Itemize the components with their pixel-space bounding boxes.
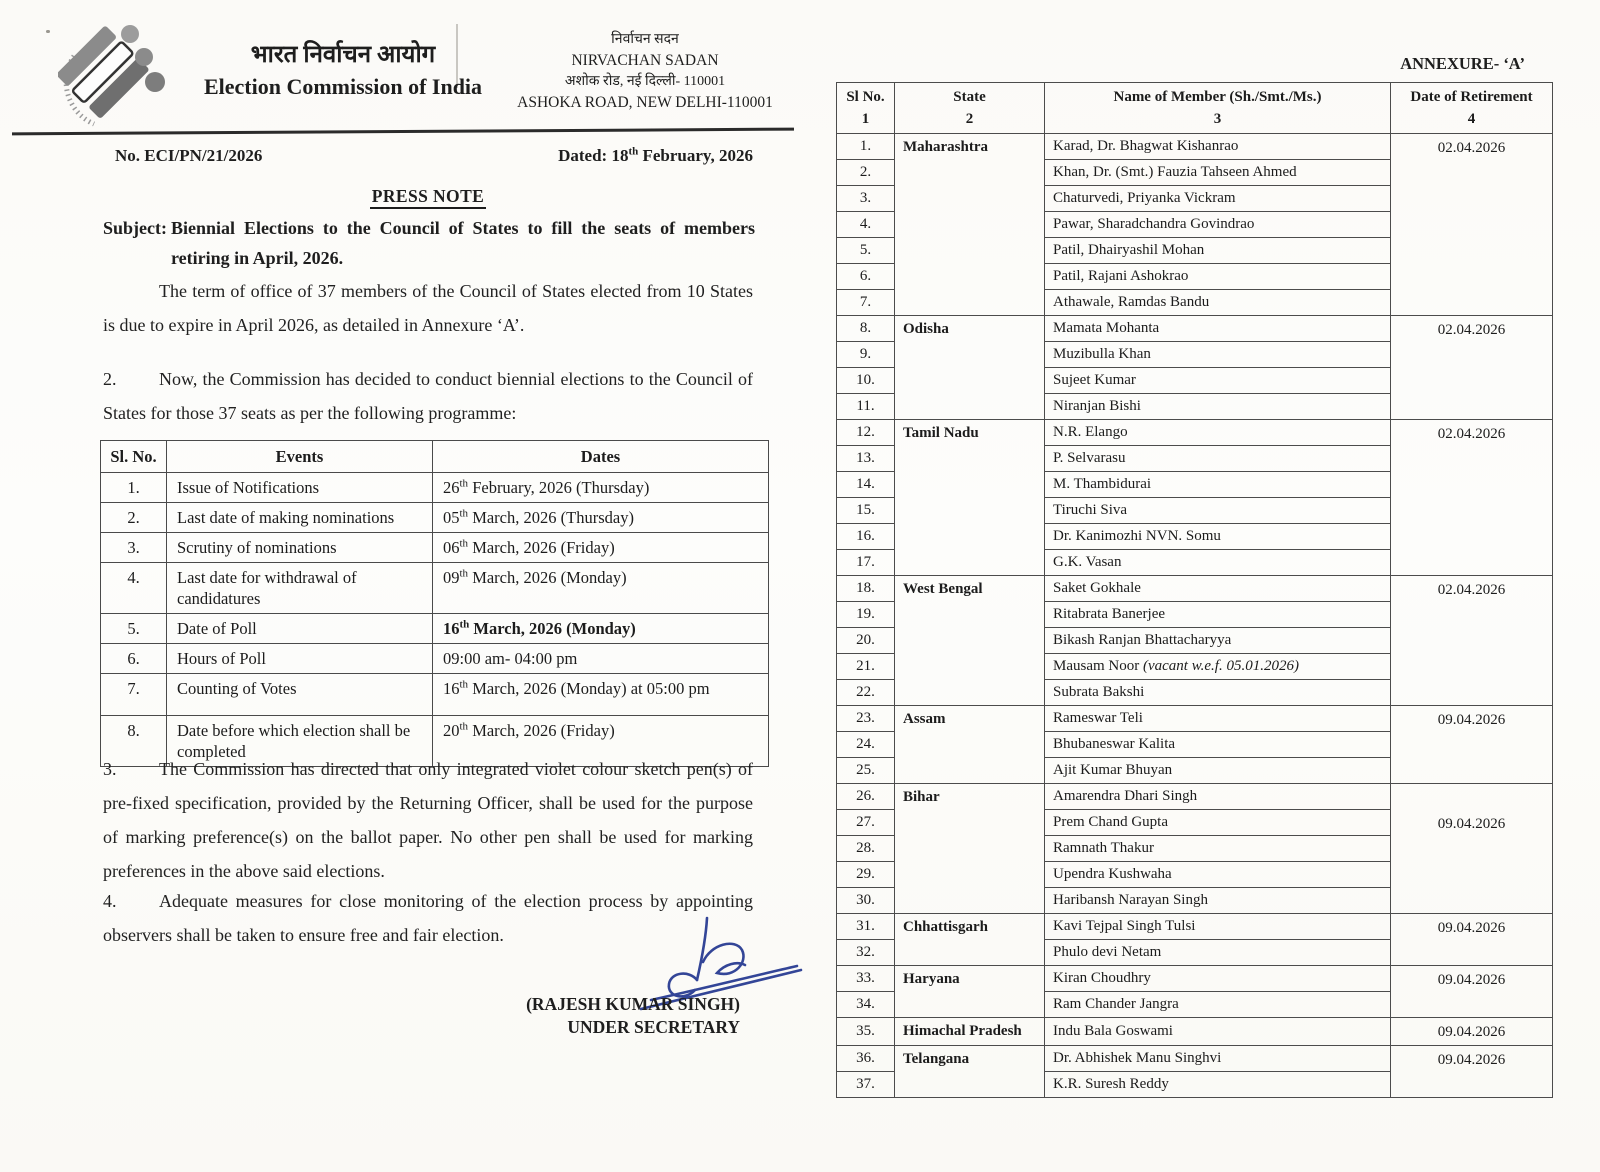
member-row: [837, 1018, 1553, 1046]
retirement-date-cell: 09.04.2026: [1391, 1046, 1553, 1098]
paragraph-2-text: Now, the Commission has decided to conduct biennial elections to the Council of States for those 37 seats as per the following programme:: [103, 369, 753, 423]
retirement-date-cell: 02.04.2026: [1391, 420, 1553, 576]
sl-cell: 4.: [101, 563, 167, 614]
sl-cell: 32.: [837, 940, 895, 966]
member-name-cell: Rameswar Teli: [1045, 706, 1391, 732]
programme-header-sl: Sl. No.: [101, 441, 167, 473]
sl-cell: 14.: [837, 472, 895, 498]
signoff-block: [440, 993, 740, 1039]
sl-cell: 16.: [837, 524, 895, 550]
member-name-cell: Pawar, Sharadchandra Govindrao: [1045, 212, 1391, 238]
sl-cell: 5.: [101, 614, 167, 644]
sl-cell: 31.: [837, 914, 895, 940]
member-name-cell: Mamata Mohanta: [1045, 316, 1391, 342]
paragraph-3-number: 3.: [103, 759, 117, 779]
member-row: [837, 784, 1553, 810]
member-name-cell: Ramnath Thakur: [1045, 836, 1391, 862]
sl-cell: 33.: [837, 966, 895, 992]
programme-header-dates: Dates: [433, 441, 769, 473]
retirement-date-cell: 09.04.2026: [1391, 966, 1553, 1018]
state-cell: Maharashtra: [895, 134, 1045, 316]
annexure-header-date: Date of Retirement 4: [1391, 83, 1553, 134]
date-cell: 26th February, 2026 (Thursday): [433, 473, 769, 503]
sl-cell: 11.: [837, 394, 895, 420]
member-name-cell: Athawale, Ramdas Bandu: [1045, 290, 1391, 316]
event-cell: Scrutiny of nominations: [167, 533, 433, 563]
sl-cell: 26.: [837, 784, 895, 810]
programme-table: [100, 440, 769, 767]
signatory-title: UNDER SECRETARY: [567, 1017, 740, 1037]
sl-cell: 5.: [837, 238, 895, 264]
sl-cell: 28.: [837, 836, 895, 862]
sl-cell: 37.: [837, 1072, 895, 1098]
programme-row: [101, 674, 769, 716]
sl-cell: 29.: [837, 862, 895, 888]
member-row: [837, 420, 1553, 446]
member-name-cell: K.R. Suresh Reddy: [1045, 1072, 1391, 1098]
member-name-cell: Amarendra Dhari Singh: [1045, 784, 1391, 810]
paragraph-3: [103, 752, 753, 888]
date-cell: 06th March, 2026 (Friday): [433, 533, 769, 563]
retirement-date-cell: 02.04.2026: [1391, 134, 1553, 316]
reference-row: [103, 146, 753, 166]
sl-cell: 2.: [837, 160, 895, 186]
sl-cell: 13.: [837, 446, 895, 472]
annexure-header-name: Name of Member (Sh./Smt./Ms.) 3: [1045, 83, 1391, 134]
state-cell: Telangana: [895, 1046, 1045, 1098]
annexure-header-state: State 2: [895, 83, 1045, 134]
sl-cell: 15.: [837, 498, 895, 524]
press-note-title-row: [103, 186, 753, 207]
sl-cell: 7.: [101, 674, 167, 716]
event-cell: Issue of Notifications: [167, 473, 433, 503]
sl-cell: 4.: [837, 212, 895, 238]
subject-paragraph: [103, 213, 755, 273]
member-name-cell: Indu Bala Goswami: [1045, 1018, 1391, 1046]
retirement-date-cell: 02.04.2026: [1391, 576, 1553, 706]
sl-cell: 6.: [837, 264, 895, 290]
member-row: [837, 706, 1553, 732]
member-name-cell: Ajit Kumar Bhuyan: [1045, 758, 1391, 784]
sl-cell: 30.: [837, 888, 895, 914]
eci-logo-icon: [58, 18, 168, 136]
retirement-date-cell: 02.04.2026: [1391, 316, 1553, 420]
member-row: [837, 966, 1553, 992]
vacancy-note: (vacant w.e.f. 05.01.2026): [1139, 658, 1299, 674]
state-cell: West Bengal: [895, 576, 1045, 706]
member-name-cell: Ritabrata Banerjee: [1045, 602, 1391, 628]
paragraph-2-number: 2.: [103, 369, 117, 389]
member-name-cell: N.R. Elango: [1045, 420, 1391, 446]
programme-row: [101, 533, 769, 563]
programme-row: [101, 473, 769, 503]
sl-cell: 34.: [837, 992, 895, 1018]
state-cell: Haryana: [895, 966, 1045, 1018]
organization-block: [178, 40, 508, 102]
state-cell: Tamil Nadu: [895, 420, 1045, 576]
sl-cell: 3.: [837, 186, 895, 212]
paragraph-1: The term of office of 37 members of the Council of States elected from 10 States is due to expire in April 2026, as detailed in Annexure ‘A’.: [103, 281, 753, 335]
date-cell: 09th March, 2026 (Monday): [433, 563, 769, 614]
member-name-cell: Dr. Kanimozhi NVN. Somu: [1045, 524, 1391, 550]
paragraph-4-number: 4.: [103, 891, 117, 911]
member-name-cell: Mausam Noor (vacant w.e.f. 05.01.2026): [1045, 654, 1391, 680]
event-cell: Last date for withdrawal of candidatures: [167, 563, 433, 614]
member-row: [837, 576, 1553, 602]
press-note-title: PRESS NOTE: [370, 186, 486, 209]
sl-cell: 24.: [837, 732, 895, 758]
org-name-hindi: भारत निर्वाचन आयोग: [250, 42, 436, 68]
paragraph-3-text: The Commission has directed that only integrated violet colour sketch pen(s) of pre-fixed specification, provided by the Returning Officer, shall be used for the purpose of marking preference(s) on the ballot paper. No other pen shall be used for marking preferences in the above said elections.: [103, 759, 753, 881]
date-cell: 16th March, 2026 (Monday): [433, 614, 769, 644]
date-cell: 20th March, 2026 (Friday): [433, 716, 769, 767]
eci-logo: [58, 18, 168, 136]
member-name-cell: Tiruchi Siva: [1045, 498, 1391, 524]
sl-cell: 1.: [101, 473, 167, 503]
programme-row: [101, 614, 769, 644]
date-cell: 09:00 am- 04:00 pm: [433, 644, 769, 674]
dated-line: Dated: 18th February, 2026: [558, 145, 753, 165]
sl-cell: 12.: [837, 420, 895, 446]
retirement-date-cell: 09.04.2026: [1391, 914, 1553, 966]
retirement-date-cell: 09.04.2026: [1391, 706, 1553, 784]
member-name-cell: Upendra Kushwaha: [1045, 862, 1391, 888]
sl-cell: 3.: [101, 533, 167, 563]
address-english-line2: ASHOKA ROAD, NEW DELHI-110001: [517, 94, 773, 111]
member-name-cell: Kiran Choudhry: [1045, 966, 1391, 992]
sl-cell: 23.: [837, 706, 895, 732]
event-cell: Hours of Poll: [167, 644, 433, 674]
event-cell: Date before which election shall be completed: [167, 716, 433, 767]
state-cell: Assam: [895, 706, 1045, 784]
sl-cell: 2.: [101, 503, 167, 533]
member-row: [837, 316, 1553, 342]
member-name-cell: Muzibulla Khan: [1045, 342, 1391, 368]
member-name-cell: Haribansh Narayan Singh: [1045, 888, 1391, 914]
date-cell: 16th March, 2026 (Monday) at 05:00 pm: [433, 674, 769, 716]
member-name-cell: Prem Chand Gupta: [1045, 810, 1391, 836]
retirement-date-cell: 09.04.2026: [1391, 1018, 1553, 1046]
sl-cell: 36.: [837, 1046, 895, 1072]
state-cell: Odisha: [895, 316, 1045, 420]
member-name-cell: Dr. Abhishek Manu Singhvi: [1045, 1046, 1391, 1072]
paragraph-2: [103, 362, 753, 430]
retirement-date-cell: 09.04.2026: [1391, 784, 1553, 914]
member-name-cell: Patil, Rajani Ashokrao: [1045, 264, 1391, 290]
member-name-cell: Sujeet Kumar: [1045, 368, 1391, 394]
sl-cell: 7.: [837, 290, 895, 316]
address-hindi-line1: निर्वाचन सदन: [611, 32, 679, 47]
annexure-header-sl: Sl No. 1: [837, 83, 895, 134]
member-name-cell: M. Thambidurai: [1045, 472, 1391, 498]
sl-cell: 8.: [101, 716, 167, 767]
programme-row: [101, 644, 769, 674]
address-english-line1: NIRVACHAN SADAN: [571, 52, 719, 69]
paragraph-4-text: Adequate measures for close monitoring of the election process by appointing observers shall be taken to ensure free and fair election.: [103, 891, 753, 945]
annexure-table: [836, 82, 1553, 1098]
member-name-cell: Saket Gokhale: [1045, 576, 1391, 602]
member-name-cell: Kavi Tejpal Singh Tulsi: [1045, 914, 1391, 940]
programme-header-row: [101, 441, 769, 473]
member-name-cell: G.K. Vasan: [1045, 550, 1391, 576]
event-cell: Counting of Votes: [167, 674, 433, 716]
sl-cell: 17.: [837, 550, 895, 576]
state-cell: Himachal Pradesh: [895, 1018, 1045, 1046]
member-row: [837, 1046, 1553, 1072]
state-cell: Bihar: [895, 784, 1045, 914]
sl-cell: 9.: [837, 342, 895, 368]
event-cell: Date of Poll: [167, 614, 433, 644]
member-name-cell: Bikash Ranjan Bhattacharyya: [1045, 628, 1391, 654]
event-cell: Last date of making nominations: [167, 503, 433, 533]
address-hindi-line2: अशोक रोड, नई दिल्ली- 110001: [564, 74, 726, 89]
sl-cell: 10.: [837, 368, 895, 394]
member-name-cell: Patil, Dhairyashil Mohan: [1045, 238, 1391, 264]
member-name-cell: Niranjan Bishi: [1045, 394, 1391, 420]
sl-cell: 18.: [837, 576, 895, 602]
programme-row: [101, 503, 769, 533]
reference-number: No. ECI/PN/21/2026: [115, 146, 263, 165]
org-name-english: Election Commission of India: [203, 74, 483, 99]
signatory-name: (RAJESH KUMAR SINGH): [526, 994, 740, 1014]
state-cell: Chhattisgarh: [895, 914, 1045, 966]
member-row: [837, 914, 1553, 940]
date-cell: 05th March, 2026 (Thursday): [433, 503, 769, 533]
member-name-cell: Subrata Bakshi: [1045, 680, 1391, 706]
annexure-title: ANNEXURE- ‘A’: [1400, 54, 1525, 73]
address-block: [492, 30, 798, 114]
member-name-cell: Bhubaneswar Kalita: [1045, 732, 1391, 758]
annexure-header-row: [837, 83, 1553, 134]
member-name-cell: Chaturvedi, Priyanka Vickram: [1045, 186, 1391, 212]
sl-cell: 21.: [837, 654, 895, 680]
sl-cell: 20.: [837, 628, 895, 654]
subject-label: Subject:: [103, 218, 167, 238]
programme-row: [101, 563, 769, 614]
sl-cell: 6.: [101, 644, 167, 674]
member-name-cell: P. Selvarasu: [1045, 446, 1391, 472]
sl-cell: 22.: [837, 680, 895, 706]
sl-cell: 27.: [837, 810, 895, 836]
member-name-cell: Phulo devi Netam: [1045, 940, 1391, 966]
member-name-cell: Karad, Dr. Bhagwat Kishanrao: [1045, 134, 1391, 160]
sl-cell: 8.: [837, 316, 895, 342]
member-name-cell: Khan, Dr. (Smt.) Fauzia Tahseen Ahmed: [1045, 160, 1391, 186]
programme-table-body: [101, 473, 769, 767]
sl-cell: 19.: [837, 602, 895, 628]
subject-text: Biennial Elections to the Council of States to fill the seats of members retiring in April, 2026.: [171, 218, 755, 268]
sl-cell: 1.: [837, 134, 895, 160]
member-row: [837, 134, 1553, 160]
member-name-cell: Ram Chander Jangra: [1045, 992, 1391, 1018]
sl-cell: 25.: [837, 758, 895, 784]
programme-header-events: Events: [167, 441, 433, 473]
scan-speck: [46, 30, 50, 33]
annexure-table-body: [837, 134, 1553, 1098]
sl-cell: 35.: [837, 1018, 895, 1046]
